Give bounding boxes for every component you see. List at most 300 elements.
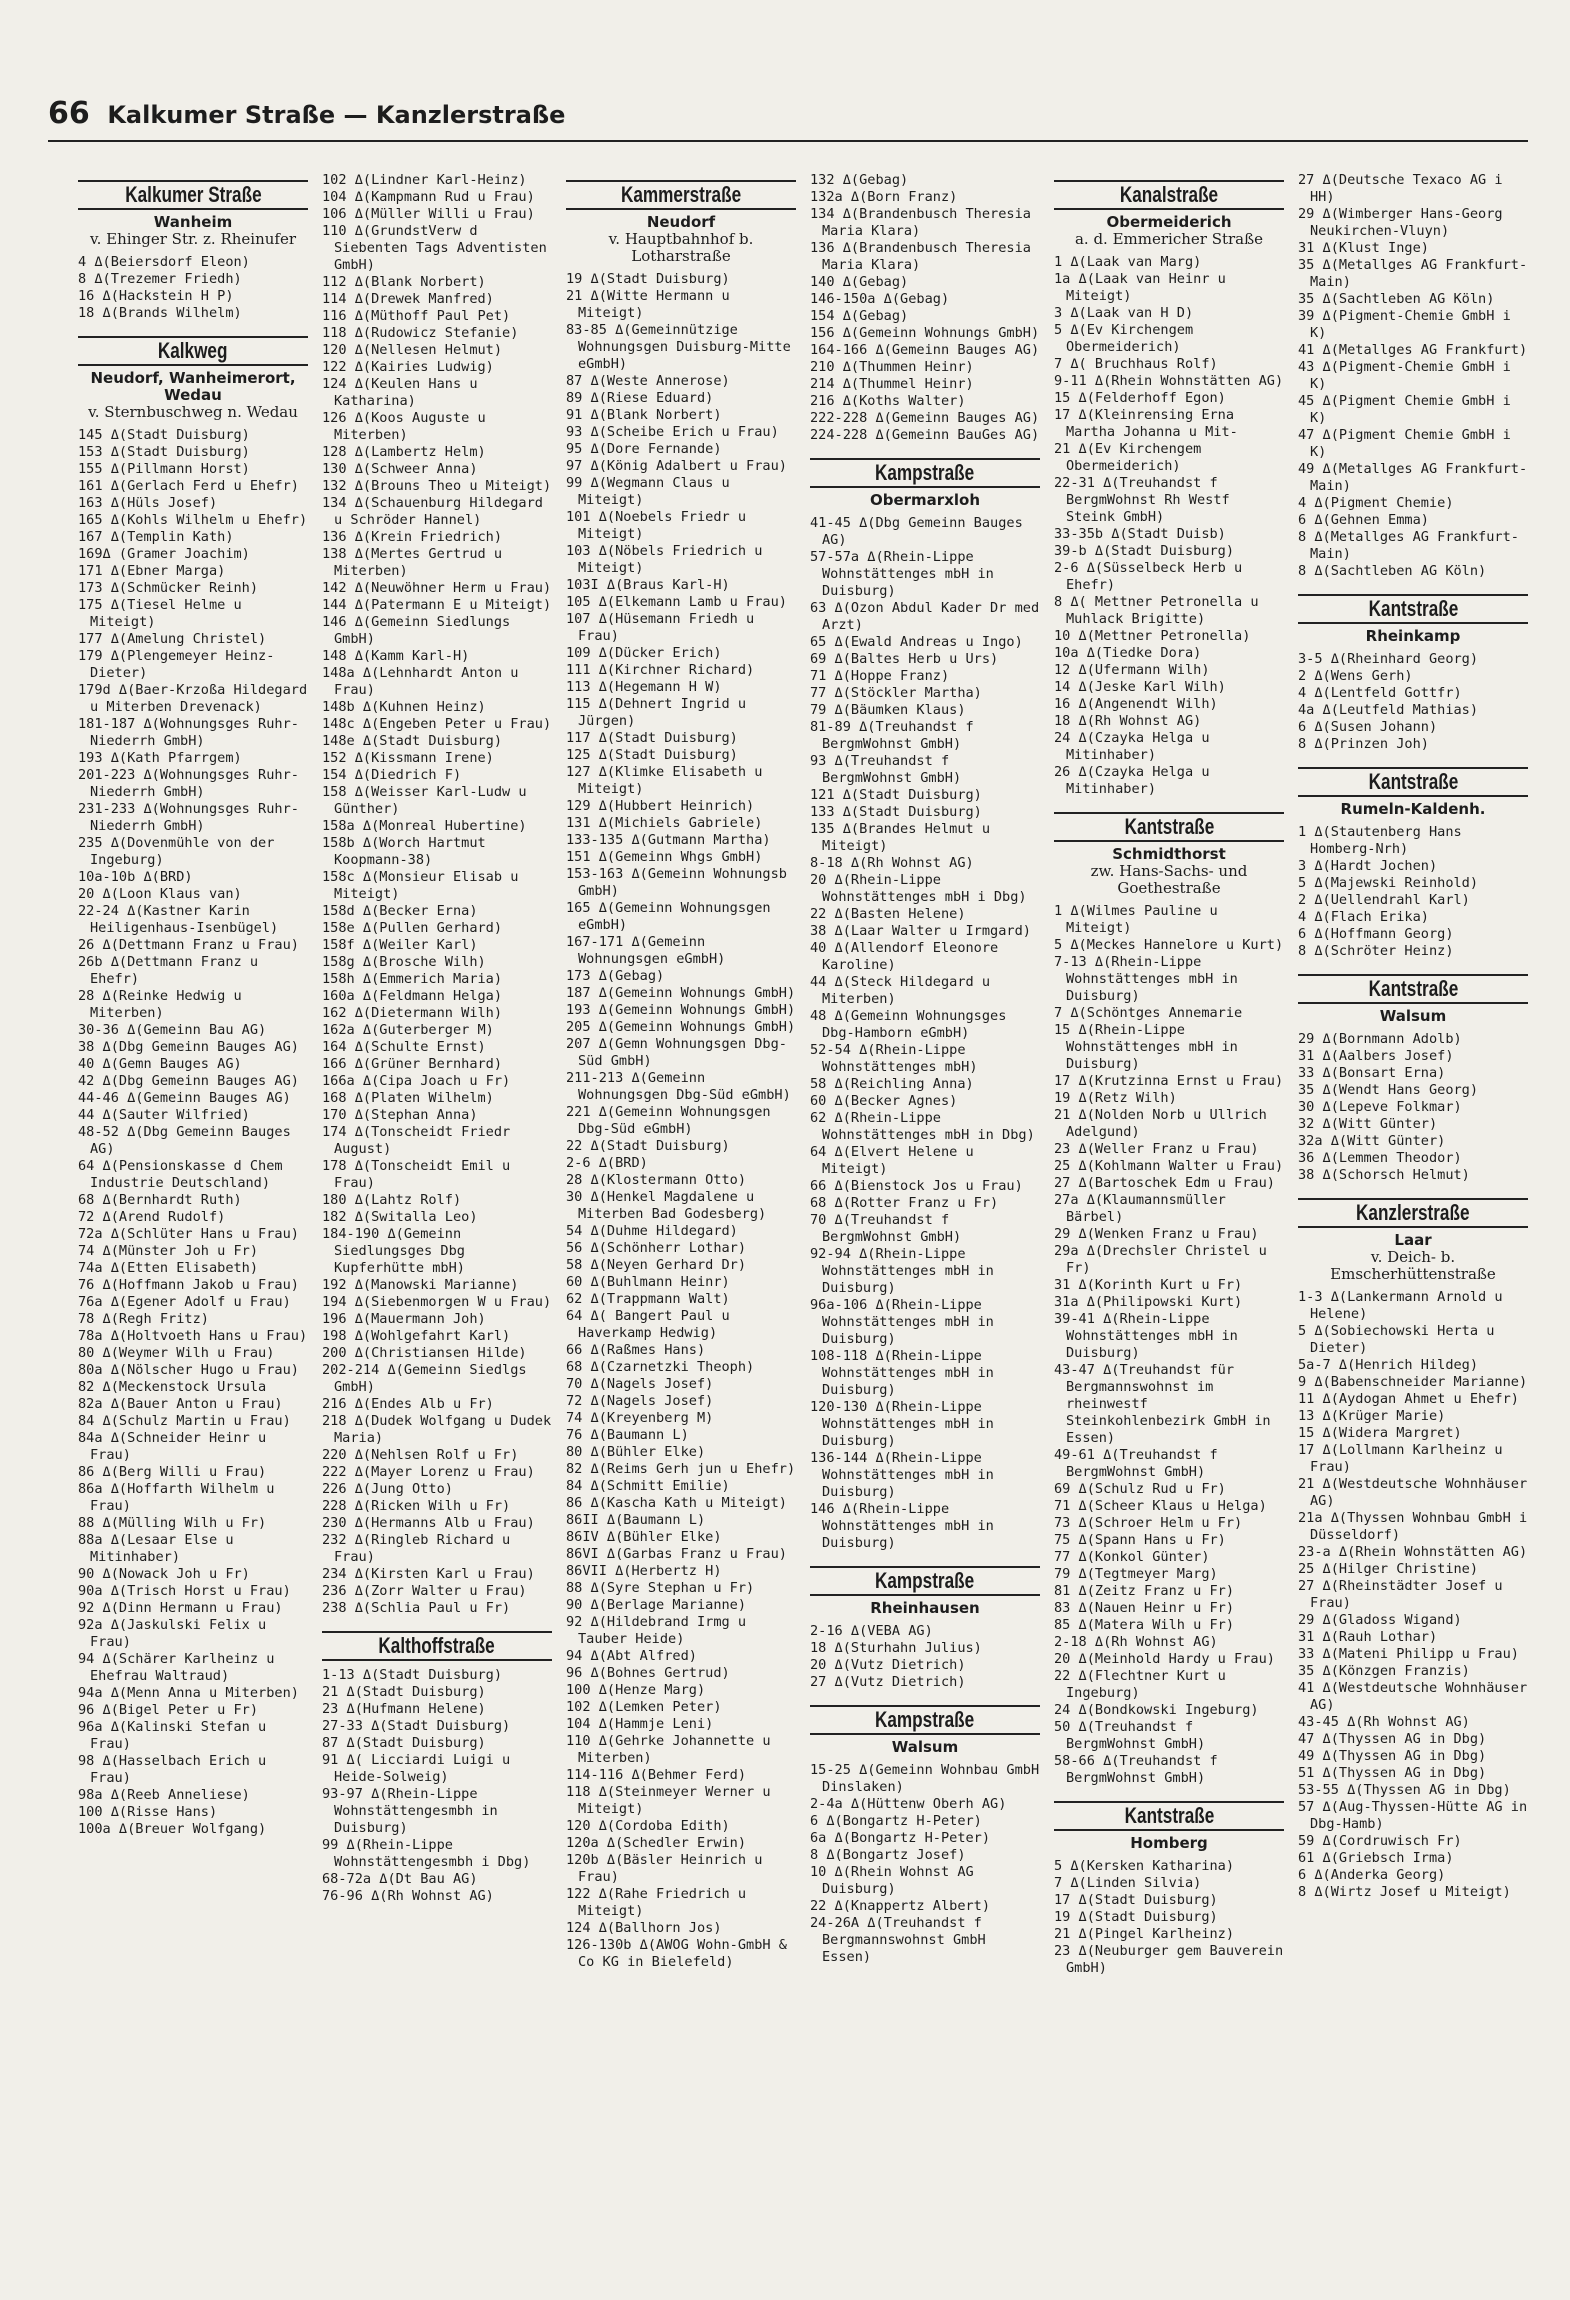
district-name: Schmidthorst: [1112, 845, 1226, 863]
entry-list: [1054, 1858, 1284, 1977]
directory-entry: 8 Δ(Metallges AG Frankfurt-Main): [1298, 529, 1519, 562]
directory-entry: 167-171 Δ(Gemeinn Wohnungsgen eGmbH): [566, 934, 726, 967]
street-block: [1298, 172, 1528, 580]
directory-entry: 100 Δ(Risse Hans): [78, 1804, 218, 1820]
directory-entry: 5 Δ(Kersken Katharina): [1054, 1858, 1235, 1874]
directory-entry: 20 Δ(Vutz Dietrich): [810, 1657, 966, 1673]
directory-entry: 173 Δ(Gebag): [566, 968, 665, 984]
district-name: Neudorf, Wanheimerort, Wedau: [90, 369, 296, 404]
directory-entry: 75 Δ(Spann Hans u Fr): [1054, 1532, 1226, 1548]
street-name: Kanzlerstraße: [1356, 1200, 1470, 1225]
directory-entry: 152 Δ(Kissmann Irene): [322, 750, 494, 766]
directory-entry: 20 Δ(Loon Klaus van): [78, 886, 242, 902]
directory-entry: 96a-106 Δ(Rhein-Lippe Wohnstättenges mbH in Duisburg): [810, 1297, 994, 1347]
directory-entry: 175 Δ(Tiesel Helme u Miteigt): [78, 597, 242, 630]
directory-entry: 99 Δ(Rhein-Lippe Wohnstättengesmbh i Dbg): [322, 1837, 531, 1870]
street-name: Kanalstraße: [1119, 182, 1219, 207]
directory-entry: 226 Δ(Jung Otto): [322, 1481, 453, 1497]
directory-entry: 218 Δ(Dudek Wolfgang u Dudek Maria): [322, 1413, 552, 1446]
directory-entry: 22 Δ(Knappertz Albert): [810, 1898, 991, 1914]
directory-entry: 23 Δ(Weller Franz u Frau): [1054, 1141, 1259, 1157]
directory-entry: 187 Δ(Gemeinn Wohnungs GmbH): [566, 985, 796, 1001]
directory-entry: 87 Δ(Weste Annerose): [566, 373, 730, 389]
directory-entry: 21 Δ(Nolden Norb u Ullrich Adelgund): [1054, 1107, 1267, 1140]
directory-entry: 33-35b Δ(Stadt Duisb): [1054, 526, 1226, 542]
directory-entry: 118 Δ(Steinmeyer Werner u Miteigt): [566, 1784, 771, 1817]
directory-entry: 168 Δ(Platen Wilhelm): [322, 1090, 494, 1106]
page-title: Kalkumer Straße — Kanzlerstraße: [107, 101, 566, 129]
directory-entry: 6 Δ(Susen Johann): [1298, 719, 1438, 735]
directory-entry: 151 Δ(Gemeinn Whgs GmbH): [566, 849, 763, 865]
entry-list: [1298, 1031, 1528, 1184]
directory-entry: 27 Δ(Vutz Dietrich): [810, 1674, 966, 1690]
street-name: Kantstraße: [1124, 814, 1214, 839]
district-name: Obermarxloh: [869, 491, 980, 509]
directory-entry: 66 Δ(Raßmes Hans): [566, 1342, 706, 1358]
directory-entry: 130 Δ(Schweer Anna): [322, 461, 478, 477]
directory-entry: 52-54 Δ(Rhein-Lippe Wohnstättenges mbH): [810, 1042, 978, 1075]
directory-entry: 158h Δ(Emmerich Maria): [322, 971, 503, 987]
directory-entry: 84 Δ(Schulz Martin u Frau): [78, 1413, 291, 1429]
directory-column: [78, 166, 308, 2286]
directory-entry: 82 Δ(Reims Gerh jun u Ehefr): [566, 1461, 796, 1477]
directory-entry: 158g Δ(Brosche Wilh): [322, 954, 486, 970]
directory-column: [322, 166, 552, 2286]
directory-entry: 41-45 Δ(Dbg Gemeinn Bauges AG): [810, 515, 1023, 548]
directory-entry: 12 Δ(Ufermann Wilh): [1054, 662, 1210, 678]
directory-entry: 18 Δ(Rh Wohnst AG): [1054, 713, 1202, 729]
directory-entry: 198 Δ(Wohlgefahrt Karl): [322, 1328, 511, 1344]
directory-entry: 8 Δ(Prinzen Joh): [1298, 736, 1429, 752]
directory-entry: 8-18 Δ(Rh Wohnst AG): [810, 855, 974, 871]
directory-entry: 79 Δ(Tegtmeyer Marg): [1054, 1566, 1218, 1582]
entry-list: [810, 515, 1040, 1552]
directory-entry: 15-25 Δ(Gemeinn Wohnbau GmbH Dinslaken): [810, 1762, 1040, 1795]
directory-entry: 10 Δ(Rhein Wohnst AG Duisburg): [810, 1864, 974, 1897]
directory-entry: 133 Δ(Stadt Duisburg): [810, 804, 982, 820]
directory-entry: 8 Δ(Bongartz Josef): [810, 1847, 966, 1863]
directory-entry: 29 Δ(Wimberger Hans-Georg Neukirchen-Vluyn): [1298, 206, 1503, 239]
directory-entry: 201-223 Δ(Wohnungsges Ruhr-Niederrh GmbH): [78, 767, 299, 800]
directory-entry: 154 Δ(Diedrich F): [322, 767, 462, 783]
directory-entry: 216 Δ(Endes Alb u Fr): [322, 1396, 494, 1412]
directory-entry: 134 Δ(Brandenbusch Theresia Maria Klara): [810, 206, 1031, 239]
directory-entry: 164-166 Δ(Gemeinn Bauges AG): [810, 342, 1040, 358]
directory-entry: 19 Δ(Stadt Duisburg): [1054, 1909, 1218, 1925]
street-name: Kampstraße: [875, 1568, 975, 1593]
directory-entry: 10a-10b Δ(BRD): [78, 869, 193, 885]
street-heading: [566, 180, 796, 210]
directory-entry: 145 Δ(Stadt Duisburg): [78, 427, 250, 443]
directory-entry: 72 Δ(Nagels Josef): [566, 1393, 714, 1409]
directory-entry: 81-89 Δ(Treuhandst f BergmWohnst GmbH): [810, 719, 974, 752]
directory-entry: 220 Δ(Nehlsen Rolf u Fr): [322, 1447, 519, 1463]
directory-entry: 103I Δ(Braus Karl-H): [566, 577, 730, 593]
directory-entry: 64 Δ(Elvert Helene u Miteigt): [810, 1144, 974, 1177]
directory-entry: 7 Δ(Schöntges Annemarie: [1054, 1005, 1243, 1021]
directory-entry: 174 Δ(Tonscheidt Friedr August): [322, 1124, 511, 1157]
directory-entry: 3 Δ(Hardt Jochen): [1298, 858, 1438, 874]
directory-entry: 92 Δ(Hildebrand Irmg u Tauber Heide): [566, 1614, 747, 1647]
directory-entry: 231-233 Δ(Wohnungsges Ruhr-Niederrh GmbH): [78, 801, 299, 834]
entry-list: [78, 254, 308, 322]
directory-entry: 124 Δ(Ballhorn Jos): [566, 1920, 722, 1936]
directory-entry: 21 Δ(Witte Hermann u Miteigt): [566, 288, 730, 321]
directory-entry: 180 Δ(Lahtz Rolf): [322, 1192, 462, 1208]
directory-entry: 153-163 Δ(Gemeinn Wohnungsb GmbH): [566, 866, 787, 899]
entry-list: [322, 172, 552, 1617]
directory-entry: 146 Δ(Gemeinn Siedlungs GmbH): [322, 614, 511, 647]
directory-entry: 68-72a Δ(Dt Bau AG): [322, 1871, 478, 1887]
directory-entry: 148a Δ(Lehnhardt Anton u Frau): [322, 665, 519, 698]
directory-entry: 126 Δ(Koos Auguste u Miterben): [322, 410, 486, 443]
directory-entry: 76 Δ(Baumann L): [566, 1427, 689, 1443]
directory-entry: 49-61 Δ(Treuhandst f BergmWohnst GmbH): [1054, 1447, 1218, 1480]
directory-entry: 177 Δ(Amelung Christel): [78, 631, 267, 647]
directory-entry: 29a Δ(Drechsler Christel u Fr): [1054, 1243, 1267, 1276]
entry-list: [1054, 903, 1284, 1787]
district-name: Homberg: [1130, 1834, 1208, 1852]
directory-entry: 11 Δ(Aydogan Ahmet u Ehefr): [1298, 1391, 1519, 1407]
street-block: [1054, 812, 1284, 1787]
directory-entry: 216 Δ(Koths Walter): [810, 393, 966, 409]
directory-entry: 57-57a Δ(Rhein-Lippe Wohnstättenges mbH in Duisburg): [810, 549, 994, 599]
entry-list: [1054, 254, 1284, 798]
directory-entry: 108-118 Δ(Rhein-Lippe Wohnstättenges mbH in Duisburg): [810, 1348, 994, 1398]
directory-entry: 124 Δ(Keulen Hans u Katharina): [322, 376, 478, 409]
street-heading: [78, 336, 308, 366]
directory-entry: 164 Δ(Schulte Ernst): [322, 1039, 486, 1055]
directory-entry: 125 Δ(Stadt Duisburg): [566, 747, 738, 763]
directory-columns: [78, 166, 1528, 2286]
directory-entry: 44-46 Δ(Gemeinn Bauges AG): [78, 1090, 291, 1106]
directory-entry: 15 Δ(Felderhoff Egon): [1054, 390, 1226, 406]
directory-entry: 179 Δ(Plengemeyer Heinz-Dieter): [78, 648, 275, 681]
directory-entry: 170 Δ(Stephan Anna): [322, 1107, 478, 1123]
street-range: v. Ehinger Str. z. Rheinufer: [89, 230, 297, 248]
directory-entry: 29 Δ(Wenken Franz u Frau): [1054, 1226, 1259, 1242]
directory-entry: 58-66 Δ(Treuhandst f BergmWohnst GmbH): [1054, 1753, 1218, 1786]
directory-entry: 80a Δ(Nölscher Hugo u Frau): [78, 1362, 299, 1378]
directory-entry: 2-18 Δ(Rh Wohnst AG): [1054, 1634, 1218, 1650]
directory-entry: 24 Δ(Czayka Helga u Mitinhaber): [1054, 730, 1210, 763]
directory-entry: 5 Δ(Ev Kirchengem Obermeiderich): [1054, 322, 1194, 355]
directory-entry: 23 Δ(Hufmann Helene): [322, 1701, 486, 1717]
street-block: [1298, 974, 1528, 1184]
directory-entry: 14 Δ(Jeske Karl Wilh): [1054, 679, 1226, 695]
directory-entry: 207 Δ(Gemn Wohnungsgen Dbg-Süd GmbH): [566, 1036, 787, 1069]
directory-entry: 60 Δ(Becker Agnes): [810, 1093, 958, 1109]
directory-entry: 136 Δ(Brandenbusch Theresia Maria Klara): [810, 240, 1031, 273]
directory-entry: 61 Δ(Griebsch Irma): [1298, 1850, 1454, 1866]
directory-entry: 109 Δ(Dücker Erich): [566, 645, 722, 661]
directory-entry: 50 Δ(Treuhandst f BergmWohnst GmbH): [1054, 1719, 1206, 1752]
directory-entry: 39-b Δ(Stadt Duisburg): [1054, 543, 1235, 559]
directory-entry: 114 Δ(Drewek Manfred): [322, 291, 494, 307]
directory-entry: 21 Δ(Stadt Duisburg): [322, 1684, 486, 1700]
directory-entry: 86a Δ(Hoffarth Wilhelm u Frau): [78, 1481, 275, 1514]
directory-entry: 21 Δ(Pingel Karlheinz): [1054, 1926, 1235, 1942]
directory-column: [1054, 166, 1284, 2286]
directory-entry: 158b Δ(Worch Hartmut Koopmann-38): [322, 835, 486, 868]
directory-entry: 70 Δ(Treuhandst f BergmWohnst GmbH): [810, 1212, 962, 1245]
directory-entry: 59 Δ(Cordruwisch Fr): [1298, 1833, 1462, 1849]
directory-entry: 169Δ (Gramer Joachim): [78, 546, 250, 562]
directory-entry: 106 Δ(Müller Willi u Frau): [322, 206, 535, 222]
directory-entry: 1a Δ(Laak van Heinr u Miteigt): [1054, 271, 1226, 304]
directory-entry: 19 Δ(Retz Wilh): [1054, 1090, 1177, 1106]
directory-entry: 156 Δ(Gemeinn Wohnungs GmbH): [810, 325, 1040, 341]
directory-entry: 1 Δ(Wilmes Pauline u Miteigt): [1054, 903, 1218, 936]
directory-entry: 45 Δ(Pigment Chemie GmbH i K): [1298, 393, 1511, 426]
directory-entry: 82 Δ(Meckenstock Ursula: [78, 1379, 267, 1395]
page-header: [48, 96, 1528, 131]
directory-entry: 104 Δ(Hammje Leni): [566, 1716, 714, 1732]
directory-entry: 211-213 Δ(Gemeinn Wohnungsgen Dbg-Süd eGmbH): [566, 1070, 791, 1103]
street-block: [322, 172, 552, 1617]
directory-entry: 232 Δ(Ringleb Richard u Frau): [322, 1532, 511, 1565]
directory-entry: 20 Δ(Meinhold Hardy u Frau): [1054, 1651, 1275, 1667]
directory-entry: 31 Δ(Rauh Lothar): [1298, 1629, 1438, 1645]
directory-entry: 54 Δ(Duhme Hildegard): [566, 1223, 738, 1239]
directory-entry: 100a Δ(Breuer Wolfgang): [78, 1821, 267, 1837]
directory-entry: 115 Δ(Dehnert Ingrid u Jürgen): [566, 696, 747, 729]
directory-entry: 173 Δ(Schmücker Reinh): [78, 580, 259, 596]
directory-entry: 74 Δ(Münster Joh u Fr): [78, 1243, 259, 1259]
directory-entry: 17 Δ(Lollmann Karlheinz u Frau): [1298, 1442, 1503, 1475]
directory-entry: 6a Δ(Bongartz H-Peter): [810, 1830, 991, 1846]
directory-entry: 1 Δ(Laak van Marg): [1054, 254, 1202, 270]
directory-entry: 132 Δ(Gebag): [810, 172, 909, 188]
directory-entry: 179d Δ(Baer-Krzoßa Hildegard u Miterben Drevenack): [78, 682, 308, 715]
directory-entry: 146-150a Δ(Gebag): [810, 291, 950, 307]
directory-entry: 80 Δ(Bühler Elke): [566, 1444, 706, 1460]
directory-entry: 35 Δ(Wendt Hans Georg): [1298, 1082, 1479, 1098]
directory-entry: 58 Δ(Neyen Gerhard Dr): [566, 1257, 747, 1273]
directory-entry: 3-5 Δ(Rheinhard Georg): [1298, 651, 1479, 667]
street-heading: [1054, 180, 1284, 210]
directory-entry: 77 Δ(Konkol Günter): [1054, 1549, 1210, 1565]
directory-entry: 214 Δ(Thummel Heinr): [810, 376, 974, 392]
directory-entry: 148c Δ(Engeben Peter u Frau): [322, 716, 552, 732]
directory-entry: 92 Δ(Dinn Hermann u Frau): [78, 1600, 283, 1616]
directory-entry: 166a Δ(Cipa Joach u Fr): [322, 1073, 511, 1089]
directory-entry: 72a Δ(Schlüter Hans u Frau): [78, 1226, 299, 1242]
directory-entry: 135 Δ(Brandes Helmut u Miteigt): [810, 821, 991, 854]
directory-entry: 97 Δ(König Adalbert u Frau): [566, 458, 787, 474]
directory-entry: 184-190 Δ(Gemeinn Siedlungsges Dbg Kupferhütte mbH): [322, 1226, 465, 1276]
directory-column: [566, 166, 796, 2286]
directory-entry: 17 Δ(Stadt Duisburg): [1054, 1892, 1218, 1908]
directory-entry: 118 Δ(Rudowicz Stefanie): [322, 325, 519, 341]
street-block: [1298, 594, 1528, 753]
district-name: Walsum: [1379, 1007, 1447, 1025]
directory-entry: 27 Δ(Deutsche Texaco AG i HH): [1298, 172, 1503, 205]
directory-entry: 48-52 Δ(Dbg Gemeinn Bauges AG): [78, 1124, 291, 1157]
directory-entry: 111 Δ(Kirchner Richard): [566, 662, 755, 678]
directory-entry: 120 Δ(Nellesen Helmut): [322, 342, 503, 358]
directory-entry: 2-6 Δ(BRD): [566, 1155, 648, 1171]
directory-entry: 70 Δ(Nagels Josef): [566, 1376, 714, 1392]
directory-entry: 86 Δ(Kascha Kath u Miteigt): [566, 1495, 787, 1511]
directory-entry: 57 Δ(Aug-Thyssen-Hütte AG in Dbg-Hamb): [1298, 1799, 1528, 1832]
directory-entry: 117 Δ(Stadt Duisburg): [566, 730, 738, 746]
directory-entry: 158 Δ(Weisser Karl-Ludw u Günther): [322, 784, 527, 817]
directory-entry: 27a Δ(Klaumannsmüller Bärbel): [1054, 1192, 1226, 1225]
directory-entry: 35 Δ(Metallges AG Frankfurt-Main): [1298, 257, 1528, 290]
directory-entry: 192 Δ(Manowski Marianne): [322, 1277, 519, 1293]
directory-entry: 122 Δ(Kairies Ludwig): [322, 359, 494, 375]
directory-entry: 21 Δ(Ev Kirchengem Obermeiderich): [1054, 441, 1202, 474]
directory-entry: 181-187 Δ(Wohnungsges Ruhr-Niederrh GmbH): [78, 716, 299, 749]
directory-entry: 103 Δ(Nöbels Friedrich u Miteigt): [566, 543, 763, 576]
directory-entry: 158c Δ(Monsieur Elisab u Miteigt): [322, 869, 519, 902]
directory-entry: 138 Δ(Mertes Gertrud u Miterben): [322, 546, 503, 579]
directory-entry: 165 Δ(Kohls Wilhelm u Ehefr): [78, 512, 308, 528]
directory-entry: 210 Δ(Thummen Heinr): [810, 359, 974, 375]
directory-entry: 82a Δ(Bauer Anton u Frau): [78, 1396, 283, 1412]
directory-column: [810, 166, 1040, 2286]
directory-entry: 95 Δ(Dore Fernande): [566, 441, 722, 457]
district-name: Obermeiderich: [1106, 213, 1232, 231]
directory-entry: 66 Δ(Bienstock Jos u Frau): [810, 1178, 1023, 1194]
directory-entry: 3 Δ(Laak van H D): [1054, 305, 1194, 321]
directory-entry: 10a Δ(Tiedke Dora): [1054, 645, 1202, 661]
directory-entry: 101 Δ(Noebels Friedr u Miteigt): [566, 509, 747, 542]
directory-entry: 2 Δ(Uellendrahl Karl): [1298, 892, 1470, 908]
directory-entry: 42 Δ(Dbg Gemeinn Bauges AG): [78, 1073, 299, 1089]
directory-entry: 35 Δ(Sachtleben AG Köln): [1298, 291, 1495, 307]
directory-entry: 235 Δ(Dovenmühle von der Ingeburg): [78, 835, 275, 868]
directory-entry: 63 Δ(Ozon Abdul Kader Dr med Arzt): [810, 600, 1040, 633]
directory-entry: 33 Δ(Bonsart Erna): [1298, 1065, 1446, 1081]
entry-list: [322, 1667, 552, 1905]
directory-entry: 7-13 Δ(Rhein-Lippe Wohnstättenges mbH in Duisburg): [1054, 954, 1238, 1004]
directory-entry: 93 Δ(Treuhandst f BergmWohnst GmbH): [810, 753, 962, 786]
directory-entry: 86II Δ(Baumann L): [566, 1512, 706, 1528]
directory-entry: 146 Δ(Rhein-Lippe Wohnstättenges mbH in Duisburg): [810, 1501, 994, 1551]
directory-entry: 8 Δ( Mettner Petronella u Muhlack Brigitte): [1054, 594, 1259, 627]
directory-entry: 93 Δ(Scheibe Erich u Frau): [566, 424, 779, 440]
directory-entry: 158d Δ(Becker Erna): [322, 903, 478, 919]
directory-entry: 72 Δ(Arend Rudolf): [78, 1209, 226, 1225]
directory-entry: 64 Δ(Pensionskasse d Chem Industrie Deutschland): [78, 1158, 283, 1191]
directory-entry: 236 Δ(Zorr Walter u Frau): [322, 1583, 527, 1599]
directory-entry: 41 Δ(Westdeutsche Wohnhäuser AG): [1298, 1680, 1528, 1713]
street-range: v. Hauptbahnhof b. Lotharstraße: [608, 230, 754, 265]
street-block: [322, 1631, 552, 1905]
directory-entry: 69 Δ(Schulz Rud u Fr): [1054, 1481, 1226, 1497]
directory-entry: 9-11 Δ(Rhein Wohnstätten AG): [1054, 373, 1284, 389]
directory-entry: 10 Δ(Mettner Petronella): [1054, 628, 1251, 644]
directory-entry: 22-24 Δ(Kastner Karin Heiligenhaus-Isenbügel): [78, 903, 279, 936]
directory-entry: 98 Δ(Hasselbach Erich u Frau): [78, 1753, 267, 1786]
directory-entry: 18 Δ(Brands Wilhelm): [78, 305, 242, 321]
directory-entry: 68 Δ(Czarnetzki Theoph): [566, 1359, 755, 1375]
directory-entry: 102 Δ(Lemken Peter): [566, 1699, 722, 1715]
directory-entry: 158a Δ(Monreal Hubertine): [322, 818, 527, 834]
directory-entry: 47 Δ(Thyssen AG in Dbg): [1298, 1731, 1487, 1747]
street-name: Kalkweg: [158, 338, 228, 363]
street-block: [810, 1705, 1040, 1966]
directory-entry: 43-47 Δ(Treuhandst für Bergmannswohnst im rheinwestf Steinkohlenbezirk GmbH in Essen): [1054, 1362, 1271, 1446]
directory-entry: 8 Δ(Wirtz Josef u Miteigt): [1298, 1884, 1511, 1900]
directory-entry: 88a Δ(Lesaar Else u Mitinhaber): [78, 1532, 234, 1565]
directory-entry: 38 Δ(Schorsch Helmut): [1298, 1167, 1470, 1183]
directory-entry: 23 Δ(Neuburger gem Bauverein GmbH): [1054, 1943, 1284, 1976]
directory-entry: 27 Δ(Rheinstädter Josef u Frau): [1298, 1578, 1503, 1611]
directory-entry: 86VI Δ(Garbas Franz u Frau): [566, 1546, 787, 1562]
directory-entry: 28 Δ(Klostermann Otto): [566, 1172, 747, 1188]
directory-entry: 87 Δ(Stadt Duisburg): [322, 1735, 486, 1751]
directory-entry: 94 Δ(Abt Alfred): [566, 1648, 697, 1664]
entry-list: [810, 1623, 1040, 1691]
directory-entry: 43 Δ(Pigment-Chemie GmbH i K): [1298, 359, 1511, 392]
street-block: [1298, 1198, 1528, 1901]
directory-entry: 86VII Δ(Herbertz H): [566, 1563, 722, 1579]
directory-entry: 116 Δ(Müthoff Paul Pet): [322, 308, 511, 324]
directory-entry: 5 Δ(Sobiechowski Herta u Dieter): [1298, 1323, 1495, 1356]
directory-entry: 202-214 Δ(Gemeinn Siedlgs GmbH): [322, 1362, 527, 1395]
district-name: Neudorf: [646, 213, 716, 231]
street-range: a. d. Emmericher Straße: [1074, 230, 1264, 248]
entry-list: [566, 271, 796, 1971]
directory-entry: 22-31 Δ(Treuhandst f BergmWohnst Rh Westf Steink GmbH): [1054, 475, 1230, 525]
directory-entry: 88 Δ(Mülling Wilh u Fr): [78, 1515, 267, 1531]
directory-entry: 8 Δ(Trezemer Friedh): [78, 271, 242, 287]
directory-entry: 153 Δ(Stadt Duisburg): [78, 444, 250, 460]
directory-entry: 56 Δ(Schönherr Lothar): [566, 1240, 747, 1256]
street-name: Kantstraße: [1368, 976, 1458, 1001]
directory-entry: 62 Δ(Trappmann Walt): [566, 1291, 730, 1307]
directory-entry: 86 Δ(Berg Willi u Frau): [78, 1464, 267, 1480]
directory-entry: 81 Δ(Zeitz Franz u Fr): [1054, 1583, 1235, 1599]
directory-entry: 31 Δ(Klust Inge): [1298, 240, 1429, 256]
directory-entry: 221 Δ(Gemeinn Wohnungsgen Dbg-Süd eGmbH): [566, 1104, 771, 1137]
directory-entry: 90a Δ(Trisch Horst u Frau): [78, 1583, 291, 1599]
directory-entry: 25 Δ(Kohlmann Walter u Frau): [1054, 1158, 1284, 1174]
directory-entry: 230 Δ(Hermanns Alb u Frau): [322, 1515, 535, 1531]
directory-entry: 222-228 Δ(Gemeinn Bauges AG): [810, 410, 1040, 426]
directory-entry: 39-41 Δ(Rhein-Lippe Wohnstättenges mbH in Duisburg): [1054, 1311, 1238, 1361]
directory-entry: 68 Δ(Rotter Franz u Fr): [810, 1195, 999, 1211]
directory-entry: 2-16 Δ(VEBA AG): [810, 1623, 933, 1639]
entry-list: [810, 1762, 1040, 1966]
directory-entry: 163 Δ(Hüls Josef): [78, 495, 218, 511]
directory-entry: 24-26A Δ(Treuhandst f Bergmannswohnst GmbH Essen): [810, 1915, 986, 1965]
directory-entry: 105 Δ(Elkemann Lamb u Frau): [566, 594, 787, 610]
directory-entry: 144 Δ(Patermann E u Miteigt): [322, 597, 552, 613]
directory-entry: 40 Δ(Gemn Bauges AG): [78, 1056, 242, 1072]
directory-entry: 96 Δ(Bohnes Gertrud): [566, 1665, 730, 1681]
directory-entry: 30 Δ(Lepeve Folkmar): [1298, 1099, 1462, 1115]
directory-entry: 167 Δ(Templin Kath): [78, 529, 234, 545]
directory-entry: 91 Δ(Blank Norbert): [566, 407, 722, 423]
directory-entry: 69 Δ(Baltes Herb u Urs): [810, 651, 999, 667]
directory-entry: 160a Δ(Feldmann Helga): [322, 988, 503, 1004]
directory-entry: 4 Δ(Pigment Chemie): [1298, 495, 1454, 511]
directory-entry: 132a Δ(Born Franz): [810, 189, 958, 205]
directory-entry: 129 Δ(Hubbert Heinrich): [566, 798, 755, 814]
directory-entry: 24 Δ(Bondkowski Ingeburg): [1054, 1702, 1259, 1718]
directory-entry: 84 Δ(Schmitt Emilie): [566, 1478, 730, 1494]
directory-entry: 32 Δ(Witt Günter): [1298, 1116, 1438, 1132]
directory-entry: 36 Δ(Lemmen Theodor): [1298, 1150, 1462, 1166]
directory-entry: 26 Δ(Czayka Helga u Mitinhaber): [1054, 764, 1210, 797]
directory-entry: 107 Δ(Hüsemann Friedh u Frau): [566, 611, 755, 644]
directory-entry: 74a Δ(Etten Elisabeth): [78, 1260, 259, 1276]
directory-entry: 74 Δ(Kreyenberg M): [566, 1410, 714, 1426]
